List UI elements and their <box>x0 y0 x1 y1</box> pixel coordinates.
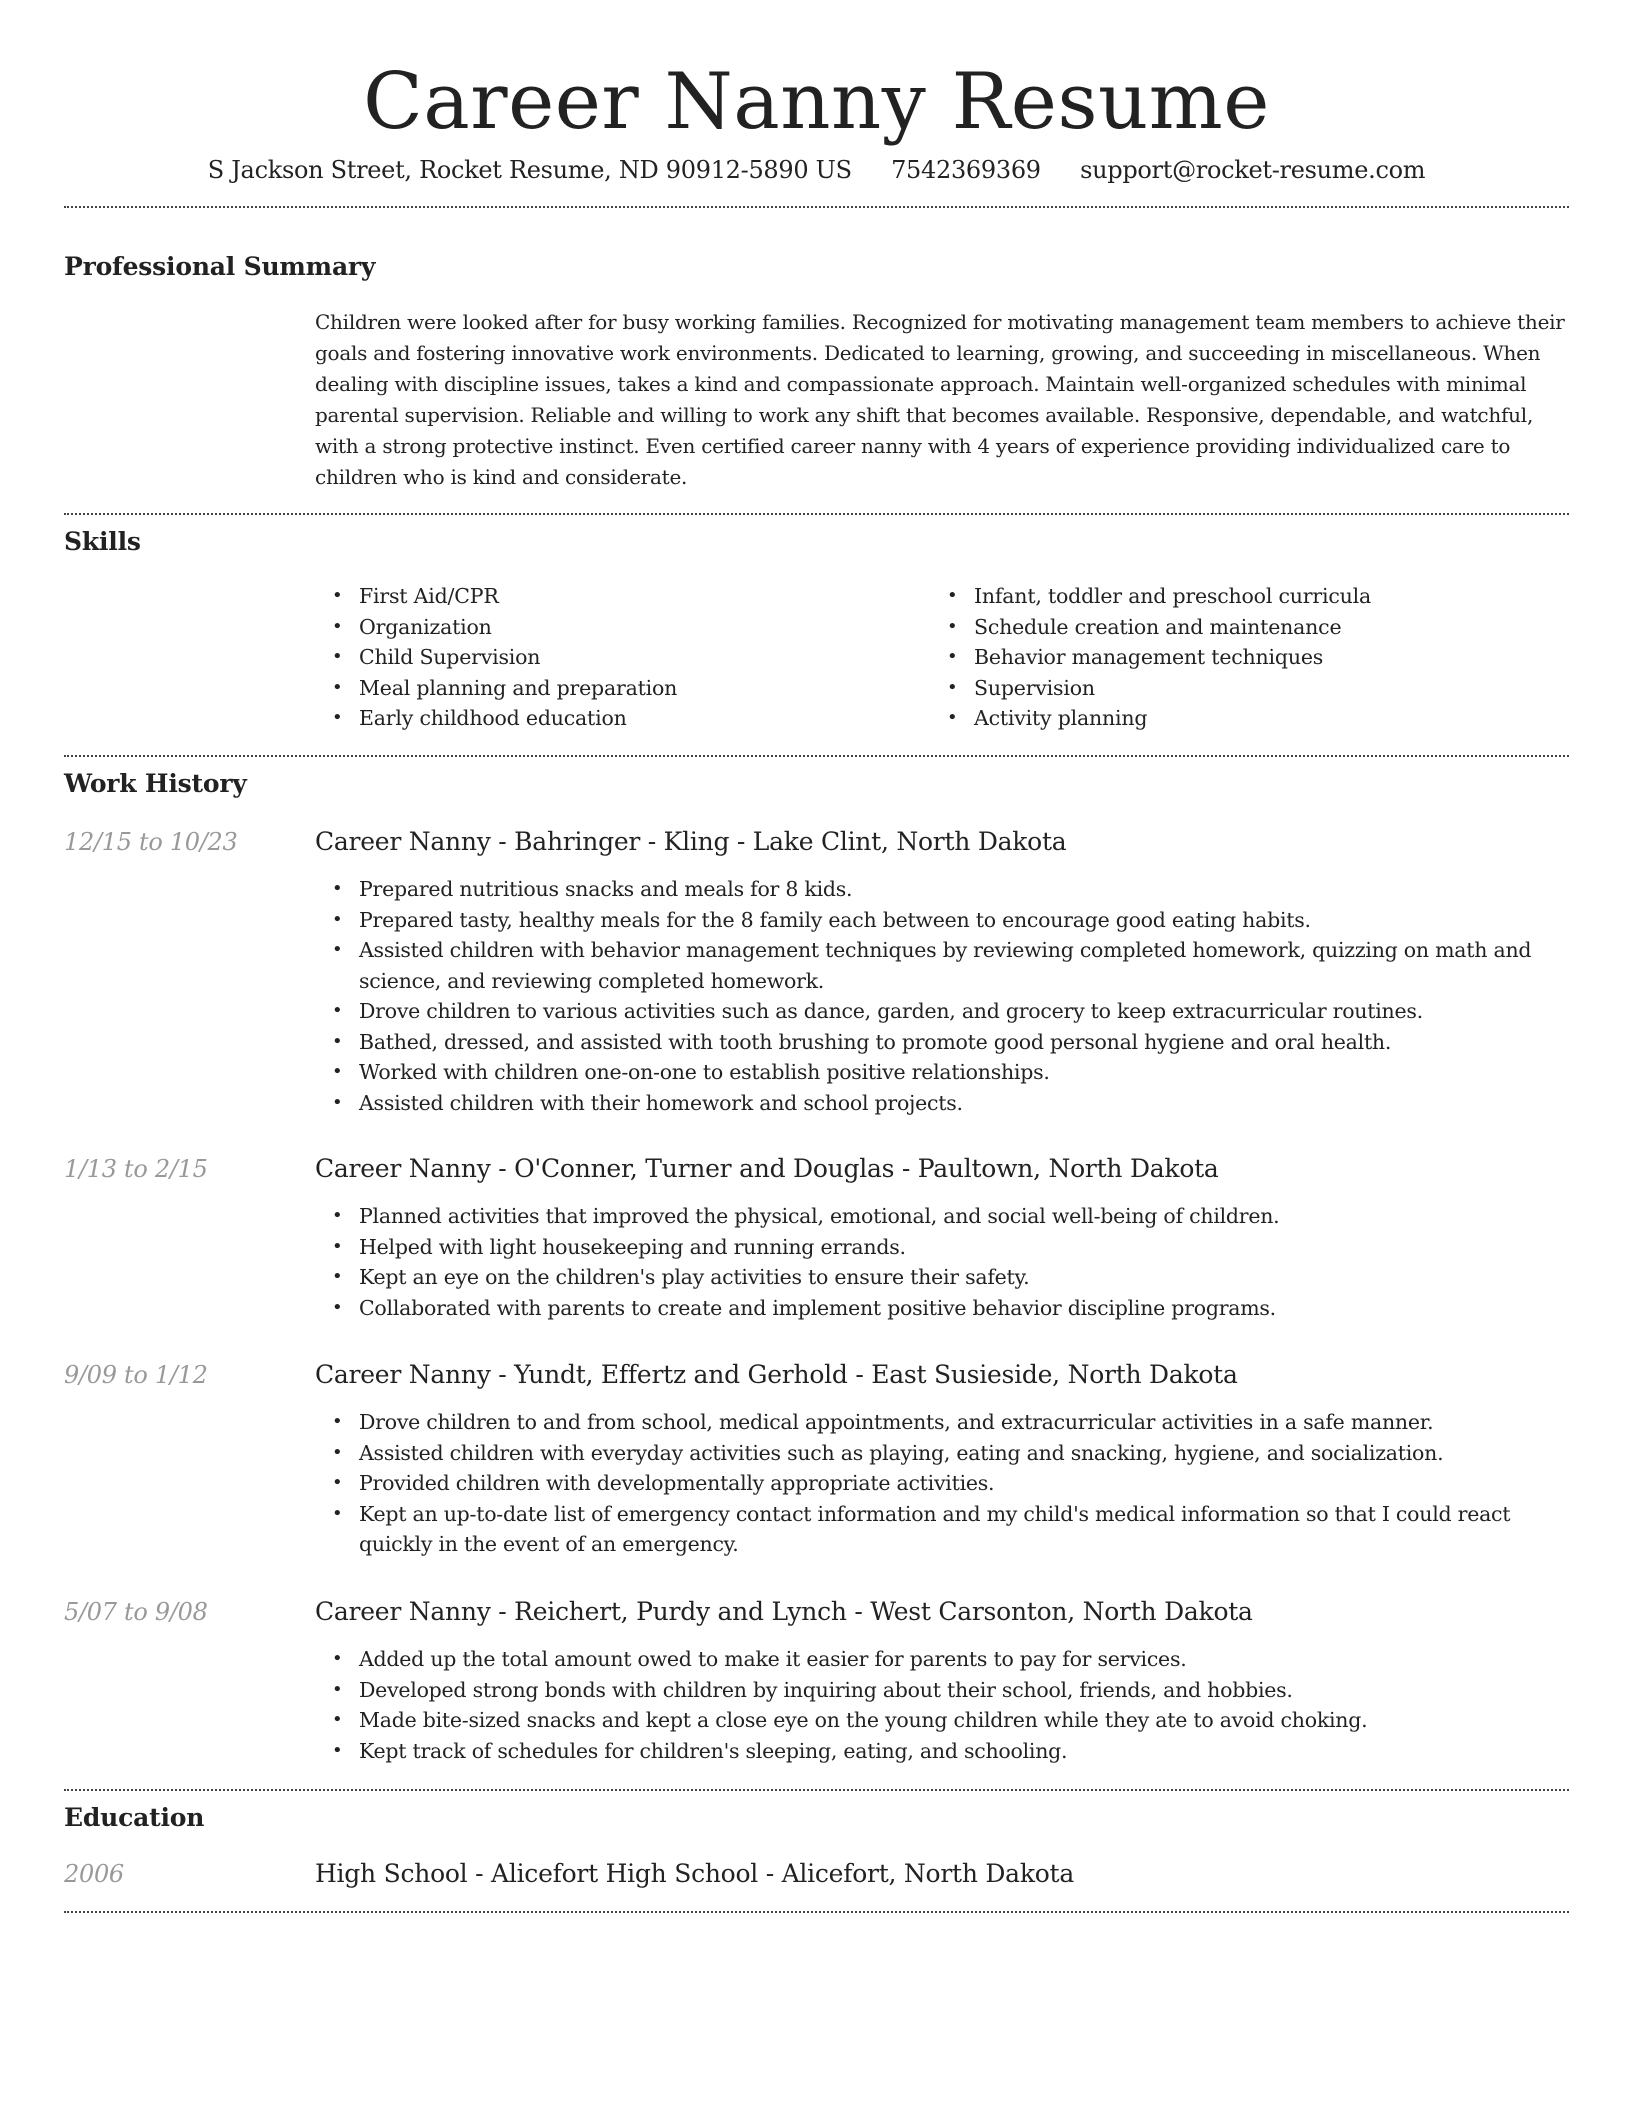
job-duty: • Assisted children with behavior management techniques by reviewing completed homework, quizzing on math and science, and reviewing completed homework. <box>315 935 1569 996</box>
job-duty: • Made bite-sized snacks and kept a close eye on the young children while they ate to avoid choking. <box>315 1705 1569 1736</box>
skill-item: • Early childhood education <box>315 703 677 734</box>
job-duty: • Added up the total amount owed to make it easier for parents to pay for services. <box>315 1644 1569 1675</box>
job-duty: • Developed strong bonds with children by inquiring about their school, friends, and hobbies. <box>315 1675 1569 1706</box>
skill-item: • Meal planning and preparation <box>315 673 677 704</box>
skill-item: • Organization <box>315 612 677 643</box>
job-title: Career Nanny - Yundt, Effertz and Gerhold - East Susieside, North Dakota <box>315 1360 1238 1389</box>
job-duty: • Kept an eye on the children's play activities to ensure their safety. <box>315 1262 1569 1293</box>
skills-list-left <box>315 581 677 734</box>
skill-item: • First Aid/CPR <box>315 581 677 612</box>
job-title: Career Nanny - Bahringer - Kling - Lake Clint, North Dakota <box>315 827 1067 856</box>
work-history-section <box>64 757 1569 1789</box>
education-section <box>64 1791 1569 1911</box>
skill-item: • Schedule creation and maintenance <box>930 612 1371 643</box>
job-duty: • Prepared nutritious snacks and meals for 8 kids. <box>315 874 1569 905</box>
section-divider <box>64 1911 1569 1913</box>
contact-address: S Jackson Street, Rocket Resume, ND 90912-5890 US <box>207 156 852 184</box>
skill-item: • Infant, toddler and preschool curricula <box>930 581 1371 612</box>
contact-line <box>64 150 1569 206</box>
job-dates: 9/09 to 1/12 <box>64 1361 208 1389</box>
resume-page <box>64 0 1569 1913</box>
job-duties <box>315 1407 1569 1560</box>
skill-item: • Child Supervision <box>315 642 677 673</box>
skill-item: • Activity planning <box>930 703 1371 734</box>
job-duties <box>315 874 1569 1118</box>
job-duty: • Kept an up-to-date list of emergency contact information and my child's medical information so that I could react quickly in the event of an emergency. <box>315 1499 1569 1560</box>
job-duty: • Kept track of schedules for children's sleeping, eating, and schooling. <box>315 1736 1569 1767</box>
job-title: Career Nanny - O'Conner, Turner and Douglas - Paultown, North Dakota <box>315 1154 1219 1183</box>
professional-summary-text: Children were looked after for busy working families. Recognized for motivating management team members to achieve their goals and fostering innovative work environments. Dedicated to learning, growing, and succeeding in miscellaneous. When dealing with discipline issues, takes a kind and compassionate approach. Maintain well-organized schedules with minimal parental supervision. Reliable and willing to work any shift that becomes available. Responsive, dependable, and watchful, with a strong protective instinct. Even certified career nanny with 4 years of experience providing individualized care to children who is kind and considerate. <box>315 310 1565 489</box>
resume-title: Career Nanny Resume <box>363 57 1270 147</box>
job-duty: • Worked with children one-on-one to establish positive relationships. <box>315 1057 1569 1088</box>
job-dates: 5/07 to 9/08 <box>64 1598 208 1626</box>
job-duties <box>315 1201 1569 1323</box>
job-duty: • Helped with light housekeeping and running errands. <box>315 1232 1569 1263</box>
job-dates: 12/15 to 10/23 <box>64 828 238 856</box>
job-duty: • Drove children to and from school, medical appointments, and extracurricular activities in a safe manner. <box>315 1407 1569 1438</box>
professional-summary-heading: Professional Summary <box>64 252 376 281</box>
education-year: 2006 <box>64 1860 124 1888</box>
education-heading: Education <box>64 1803 205 1832</box>
job-duty: • Bathed, dressed, and assisted with tooth brushing to promote good personal hygiene and oral health. <box>315 1027 1569 1058</box>
skill-item: • Supervision <box>930 673 1371 704</box>
job-duty: • Provided children with developmentally appropriate activities. <box>315 1468 1569 1499</box>
job-duty: • Assisted children with their homework and school projects. <box>315 1088 1569 1119</box>
job-duties <box>315 1644 1569 1766</box>
skills-heading: Skills <box>64 527 141 556</box>
job-duty: • Planned activities that improved the physical, emotional, and social well-being of children. <box>315 1201 1569 1232</box>
skill-item: • Behavior management techniques <box>930 642 1371 673</box>
job-duty: • Assisted children with everyday activities such as playing, eating and snacking, hygiene, and socialization. <box>315 1438 1569 1469</box>
job-title: Career Nanny - Reichert, Purdy and Lynch - West Carsonton, North Dakota <box>315 1597 1253 1626</box>
work-history-heading: Work History <box>64 769 247 798</box>
job-dates: 1/13 to 2/15 <box>64 1155 208 1183</box>
job-duty: • Prepared tasty, healthy meals for the 8 family each between to encourage good eating habits. <box>315 905 1569 936</box>
skills-section <box>64 515 1569 755</box>
contact-phone: 7542369369 <box>891 156 1041 184</box>
skills-list-right <box>930 581 1371 734</box>
contact-email: support@rocket-resume.com <box>1080 156 1426 184</box>
job-duty: • Drove children to various activities such as dance, garden, and grocery to keep extracurricular routines. <box>315 996 1569 1027</box>
job-duty: • Collaborated with parents to create and implement positive behavior discipline programs. <box>315 1293 1569 1324</box>
professional-summary-section <box>64 208 1569 513</box>
education-title: High School - Alicefort High School - Alicefort, North Dakota <box>315 1859 1074 1888</box>
